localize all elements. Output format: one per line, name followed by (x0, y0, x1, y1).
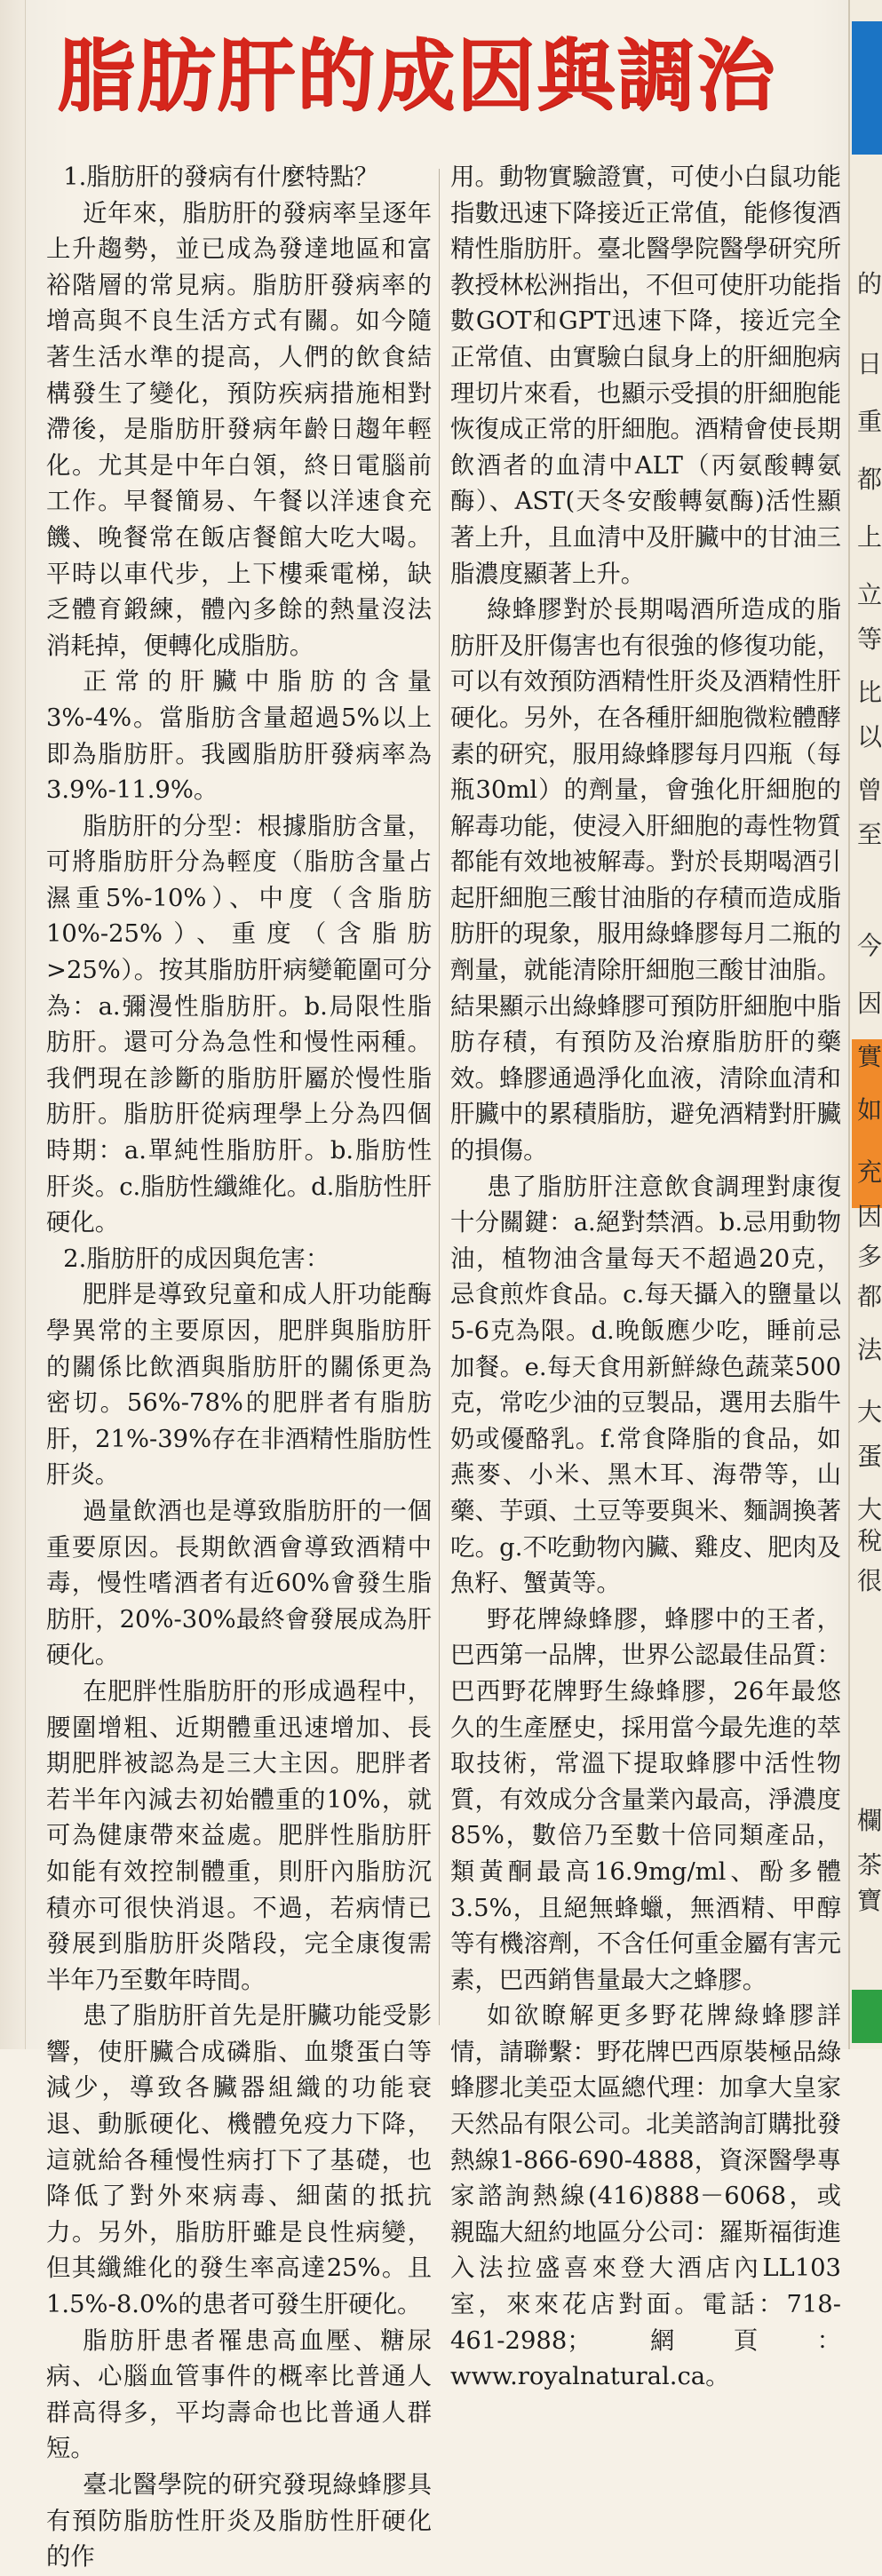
article-paragraph: 野花牌綠蜂膠，蜂膠中的王者，巴西第一品牌，世界公認最佳品質：巴西野花牌野生綠蜂膠，26年最悠久的生產歷史，採用當今最先進的萃取技術，常溫下提取蜂膠中活性物質，有效成分含量業內最高，淨濃度85%，數倍乃至數十倍同類產品，類黃酮最高16.9mg/ml、酚多體3.5%，且絕無蜂蠟，無酒精、甲醇等有機溶劑，不含任何重金屬有害元素，巴西銷售量最大之蜂膠。 (450, 1605, 841, 1994)
left-margin-strip (0, 0, 26, 2049)
edge-text-fragment: 大 (857, 1495, 882, 1524)
article-paragraph: 如欲瞭解更多野花牌綠蜂膠詳情，請聯繫：野花牌巴西原裝極品綠蜂膠北美亞太區總代理：加拿大皇家天然品有限公司。北美諮詢訂購批發熱線1-866-690-4888，資深醫學專家諮詢熱線(416)888－6068，或親臨大紐約地區分公司：羅斯福街進入法拉盛喜來登大酒店內LL103室，來來花店對面。電話：718-461-2988；網頁：www.royalnatural.ca。 (450, 2002, 841, 2391)
article-paragraph: 患了脂肪肝首先是肝臟功能受影響，使肝臟合成磷脂、血漿蛋白等減少，導致各臟器組織的功能衰退、動脈硬化、機體免疫力下降，這就給各種慢性病打下了基礎，也降低了對外來病毒、細菌的抵抗力。另外，脂肪肝雖是良性病變，但其纖維化的發生率高達25%。且1.5%-8.0%的患者可發生肝硬化。 (46, 2002, 432, 2319)
edge-text-fragment: 以 (857, 722, 882, 751)
article-paragraph: 肥胖是導致兒童和成人肝功能酶學異常的主要原因，肥胖與脂肪肝的關係比飲酒與脂肪肝的關係更為密切。56%-78%的肥胖者有脂肪肝，21%-39%存在非酒精性脂肪性肝炎。 (46, 1281, 432, 1490)
edge-text-fragment: 因 (857, 1202, 882, 1231)
article-paragraph: 近年來，脂肪肝的發病率呈逐年上升趨勢，並已成為發達地區和富裕階層的常見病。脂肪肝發病率的增高與不良生活方式有關。如今隨著生活水準的提高，人們的飲食結構發生了變化，預防疾病措施相對滯後，是脂肪肝發病年齡日趨年輕化。尤其是中年白領，終日電腦前工作。早餐簡易、午餐以洋速食充饑、晚餐常在飯店餐館大吃大喝。平時以車代步，上下樓乘電梯，缺乏體育鍛練，體內多餘的熱量沒法消耗掉，便轉化成脂肪。 (46, 199, 432, 660)
edge-text-fragment: 茶 (857, 1850, 882, 1880)
article-paragraph: 患了脂肪肝注意飲食調理對康復十分關鍵：a.絕對禁酒。b.忌用動物油，植物油含量每天不超過20克，忌食煎炸食品。c.每天攝入的鹽量以5-6克為限。d.晚飯應少吃，睡前忌加餐。e.每天食用新鮮綠色蔬菜500克，常吃少油的豆製品，選用去脂牛奶或優酪乳。f.常食降脂的食品，如燕麥、小米、黑木耳、海帶等，山藥、芋頭、土豆等要與米、麵調換著吃。g.不吃動物內臟、雞皮、肥肉及魚籽、蟹黃等。 (450, 1173, 841, 1598)
edge-text-fragment: 多 (857, 1242, 882, 1271)
edge-text-fragment: 比 (857, 678, 882, 707)
edge-text-fragment: 曾 (857, 775, 882, 805)
edge-text-fragment: 今 (857, 931, 882, 960)
article-paragraph: 臺北醫學院的研究發現綠蜂膠具有預防脂肪性肝炎及脂肪性肝硬化的作 (46, 2471, 432, 2572)
edge-text-fragment: 大 (857, 1397, 882, 1427)
article-paragraph: 脂肪肝的分型：根據脂肪含量，可將脂肪肝分為輕度（脂肪含量占濕重5%-10%）、中度（含脂肪10%-25%）、重度（含脂肪>25%）。按其脂肪肝病變範圍可分為：a.彌漫性脂肪肝。b.局限性脂肪肝。還可分為急性和慢性兩種。我們現在診斷的脂肪肝屬於慢性脂肪肝。脂肪肝從病理學上分為四個時期：a.單純性脂肪肝。b.脂肪性肝炎。c.脂肪性纖維化。d.脂肪性肝硬化。 (46, 812, 432, 1237)
edge-text-fragment: 蛋 (857, 1442, 882, 1471)
article-paragraph: 在肥胖性脂肪肝的形成過程中，腰圍增粗、近期體重迅速增加、長期肥胖被認為是三大主因。肥胖者若半年內減去初始體重的10%，就可為健康帶來益處。肥胖性脂肪肝如能有效控制體重，則肝內脂肪沉積亦可很快消退。不過，若病情已發展到脂肪肝炎階段，完全康復需半年乃至數年時間。 (46, 1677, 432, 1994)
article-headline: 脂肪肝的成因與調治 (57, 30, 777, 122)
edge-text-fragment: 稅 (857, 1526, 882, 1555)
edge-text-fragment: 實 (857, 1042, 882, 1071)
edge-text-fragment: 至 (857, 820, 882, 849)
edge-text-fragment: 法 (857, 1335, 882, 1364)
edge-text-fragment: 都 (857, 465, 882, 494)
edge-text-fragment: 日 (857, 349, 882, 378)
edge-text-fragment: 的 (857, 269, 882, 298)
edge-text-fragment: 上 (857, 522, 882, 552)
edge-text-fragment: 因 (857, 989, 882, 1018)
article-paragraph: 正常的肝臟中脂肪的含量3%-4%。當脂肪含量超過5%以上即為脂肪肝。我國脂肪肝發病率為3.9%-11.9%。 (46, 668, 432, 805)
article-paragraph: 脂肪肝患者罹患高血壓、糖尿病、心腦血管事件的概率比普通人群高得多，平均壽命也比普通人群短。 (46, 2326, 432, 2463)
article-paragraph: 用。動物實驗證實，可使小白鼠功能指數迅速下降接近正常值，能修復酒精性脂肪肝。臺北醫學院醫學研究所教授林松洲指出，不但可使肝功能指數GOT和GPT迅速下降，接近完全正常值、由實驗白鼠身上的肝細胞病理切片來看，也顯示受損的肝細胞能恢復成正常的肝細胞。酒精會使長期飲酒者的血清中ALT（丙氨酸轉氨酶）、AST(天冬安酸轉氨酶)活性顯著上升，且血清中及肝臟中的甘油三脂濃度顯著上升。 (450, 163, 841, 588)
column-divider (439, 169, 440, 2025)
article-paragraph: 綠蜂膠對於長期喝酒所造成的脂肪肝及肝傷害也有很強的修復功能，可以有效預防酒精性肝炎及酒精性肝硬化。另外，在各種肝細胞微粒體酵素的研究，服用綠蜂膠每月四瓶（每瓶30ml）的劑量，會強化肝細胞的解毒功能，使浸入肝細胞的毒性物質都能有效地被解毒。對於長期喝酒引起肝細胞三酸甘油脂的存積而造成脂肪肝的現象，服用綠蜂膠每月二瓶的劑量，就能清除肝細胞三酸甘油脂。結果顯示出綠蜂膠可預防肝細胞中脂肪存積，有預防及治療脂肪肝的藥效。蜂膠通過淨化血液，清除血清和肝臟中的累積脂肪，避免酒精對肝臟的損傷。 (450, 596, 841, 1165)
edge-text-fragment: 都 (857, 1282, 882, 1311)
section-heading: 2.脂肪肝的成因與危害： (63, 1244, 330, 1273)
edge-text-fragment: 等 (857, 624, 882, 654)
left-text-column (46, 160, 432, 2572)
edge-text-fragment: 很 (857, 1566, 882, 1595)
adjacent-article-edge (848, 0, 882, 2049)
right-text-column (450, 160, 841, 2391)
blue-banner-fragment (852, 21, 882, 155)
edge-text-fragment: 立 (857, 580, 882, 609)
green-banner-fragment (852, 1990, 882, 2043)
edge-text-fragment: 寶 (857, 1886, 882, 1915)
edge-text-fragment: 重 (857, 407, 882, 436)
edge-text-fragment: 如 (857, 1095, 882, 1125)
article-paragraph: 過量飲酒也是導致脂肪肝的一個重要原因。長期飲酒會導致酒精中毒，慢性嗜酒者有近60%會發生脂肪肝，20%-30%最終會發展成為肝硬化。 (46, 1497, 432, 1670)
edge-text-fragment: 欄 (857, 1806, 882, 1835)
section-heading: 1.脂肪肝的發病有什麼特點？ (63, 163, 378, 191)
edge-text-fragment: 充 (857, 1157, 882, 1187)
